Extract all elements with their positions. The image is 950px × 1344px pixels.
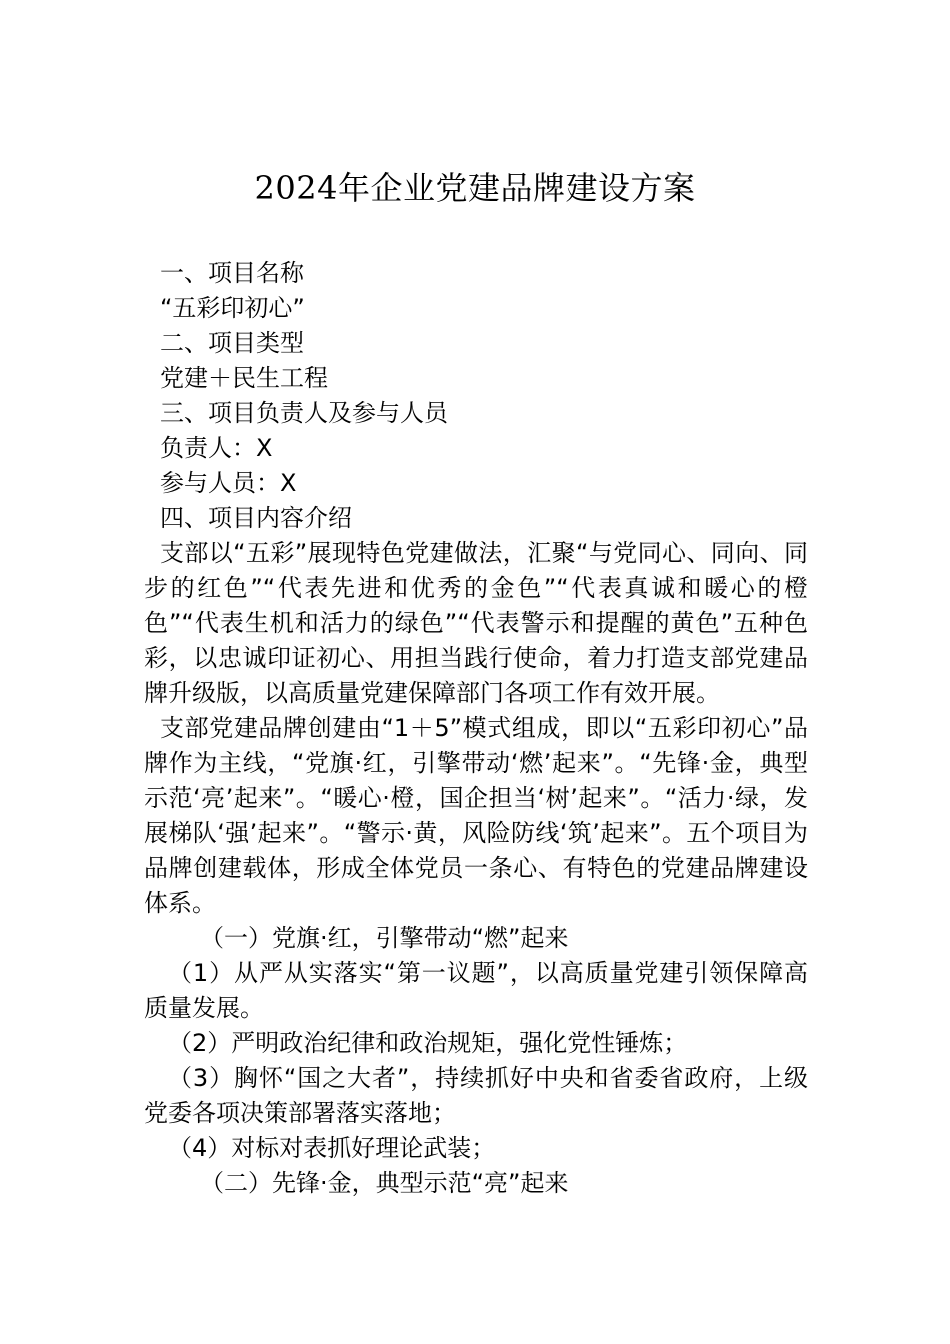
list-item: （3）胸怀“国之大者”，持续抓好中央和省委省政府，上级党委各项决策部署落实落地； xyxy=(144,1064,808,1127)
section-heading-project-name: 一、项目名称 xyxy=(160,259,304,287)
project-type-value: 党建＋民生工程 xyxy=(160,364,328,392)
section-heading-project-type: 二、项目类型 xyxy=(160,329,304,357)
subsection-heading-red: （一）党旗·红，引擎带动“燃”起来 xyxy=(200,924,569,952)
content-paragraph-1: 支部以“五彩”展现特色党建做法，汇聚“与党同心、同向、同步的红色”“代表先进和优秀的金色”“代表真诚和暖心的橙色”“代表生机和活力的绿色”“代表警示和提醒的黄色”五种色彩，以忠诚印证初心、用担当践行使命，着力打造支部党建品牌升级版，以高质量党建保障部门各项工作有效开展。 xyxy=(144,539,808,707)
project-leader: 负责人：X xyxy=(160,434,273,462)
content-paragraph-2: 支部党建品牌创建由“1＋5”模式组成，即以“五彩印初心”品牌作为主线，“党旗·红，引擎带动‘燃’起来”。“先锋·金，典型示范‘亮’起来”。“暖心·橙，国企担当‘树’起来”。“活力·绿，发展梯队‘强’起来”。“警示·黄，风险防线‘筑’起来”。五个项目为品牌创建载体，形成全体党员一条心、有特色的党建品牌建设体系。 xyxy=(144,714,808,917)
project-members: 参与人员：X xyxy=(160,469,297,497)
list-item: （1）从严从实落实“第一议题”，以高质量党建引领保障高质量发展。 xyxy=(144,959,808,1022)
project-name-value: “五彩印初心” xyxy=(160,294,305,322)
document-body xyxy=(144,256,808,1201)
document-title: 2024年企业党建品牌建设方案 xyxy=(254,169,696,207)
subsection-heading-gold: （二）先锋·金，典型示范“亮”起来 xyxy=(200,1169,569,1197)
list-item: （4）对标对表抓好理论武装； xyxy=(168,1134,496,1162)
section-heading-personnel: 三、项目负责人及参与人员 xyxy=(160,399,448,427)
section-heading-content: 四、项目内容介绍 xyxy=(160,504,352,532)
list-item: （2）严明政治纪律和政治规矩，强化党性锤炼； xyxy=(168,1029,688,1057)
